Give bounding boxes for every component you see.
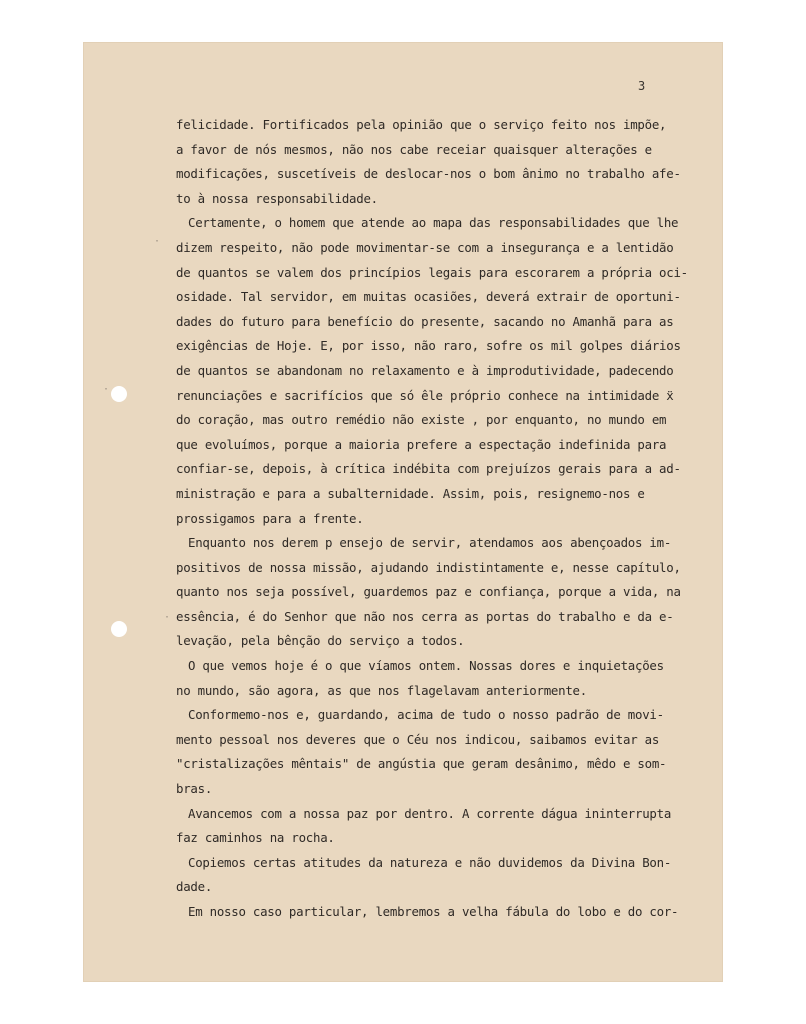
text-line: mento pessoal nos deveres que o Céu nos indicou, saibamos evitar as	[176, 731, 660, 747]
text-line: do coração, mas outro remédio não existe , por enquanto, no mundo em	[176, 412, 667, 428]
punch-hole	[111, 386, 127, 402]
ink-speck: ·	[164, 612, 171, 623]
text-line: Copiemos certas atitudes da natureza e não duvidemos da Divina Bon-	[188, 854, 672, 870]
document-body	[176, 113, 716, 925]
ink-speck: ·	[103, 384, 110, 395]
page-number: 3	[638, 79, 646, 93]
punch-hole	[111, 621, 127, 637]
text-line: a favor de nós mesmos, não nos cabe receiar quaisquer alterações e	[176, 141, 652, 157]
text-line: no mundo, são agora, as que nos flagelavam anteriormente.	[176, 682, 587, 698]
text-line: prossigamos para a frente.	[176, 510, 364, 526]
text-line: Em nosso caso particular, lembremos a velha fábula do lobo e do cor-	[188, 904, 679, 919]
text-line: ministração e para a subalternidade. Assim, pois, resignemo-nos e	[176, 485, 645, 501]
text-line: modificações, suscetíveis de deslocar-nos o bom ânimo no trabalho afe-	[176, 166, 681, 182]
text-line: confiar-se, depois, à crítica indébita com prejuízos gerais para a ad-	[176, 461, 681, 477]
text-line: dade.	[176, 879, 213, 895]
text-line: Certamente, o homem que atende ao mapa das responsabilidades que lhe	[188, 215, 679, 231]
text-line: levação, pela bênção do serviço a todos.	[176, 633, 465, 649]
text-line: que evoluímos, porque a maioria prefere a espectação indefinida para	[176, 436, 667, 452]
text-line: de quantos se abandonam no relaxamento e à improdutividade, padecendo	[176, 362, 674, 378]
text-line: de quantos se valem dos princípios legais para escorarem a própria oci-	[176, 264, 688, 280]
text-line: felicidade. Fortificados pela opinião que o serviço feito nos impõe,	[176, 117, 667, 132]
text-line: Conformemo-nos e, guardando, acima de tudo o nosso padrão de movi-	[188, 707, 664, 723]
text-line: dades do futuro para benefício do presente, sacando no Amanhã para as	[176, 313, 674, 329]
text-line: Enquanto nos derem p ensejo de servir, atendamos aos abençoados im-	[188, 535, 672, 551]
text-line: exigências de Hoje. E, por isso, não raro, sofre os mil golpes diários	[176, 338, 681, 354]
text-line: O que vemos hoje é o que víamos ontem. Nossas dores e inquietações	[188, 658, 664, 674]
text-line: essência, é do Senhor que não nos cerra as portas do trabalho e da e-	[176, 608, 674, 624]
text-line: Avancemos com a nossa paz por dentro. A corrente dágua ininterrupta	[188, 805, 672, 821]
text-line: positivos de nossa missão, ajudando indistintamente e, nesse capítulo,	[176, 559, 681, 575]
text-line: bras.	[176, 781, 213, 797]
text-line: renunciações e sacrifícios que só êle próprio conhece na intimidade ẍ	[176, 387, 674, 403]
text-line: to à nossa responsabilidade.	[176, 190, 378, 206]
text-line: osidade. Tal servidor, em muitas ocasiões, deverá extrair de oportuni-	[176, 289, 681, 305]
text-line: faz caminhos na rocha.	[176, 830, 335, 846]
ink-speck: ·	[154, 236, 161, 247]
text-line: quanto nos seja possível, guardemos paz e confiança, porque a vida, na	[176, 584, 681, 600]
text-line: "cristalizações mêntais" de angústia que geram desânimo, mêdo e som-	[176, 756, 667, 772]
text-line: dizem respeito, não pode movimentar-se com a insegurança e a lentidão	[176, 239, 674, 255]
